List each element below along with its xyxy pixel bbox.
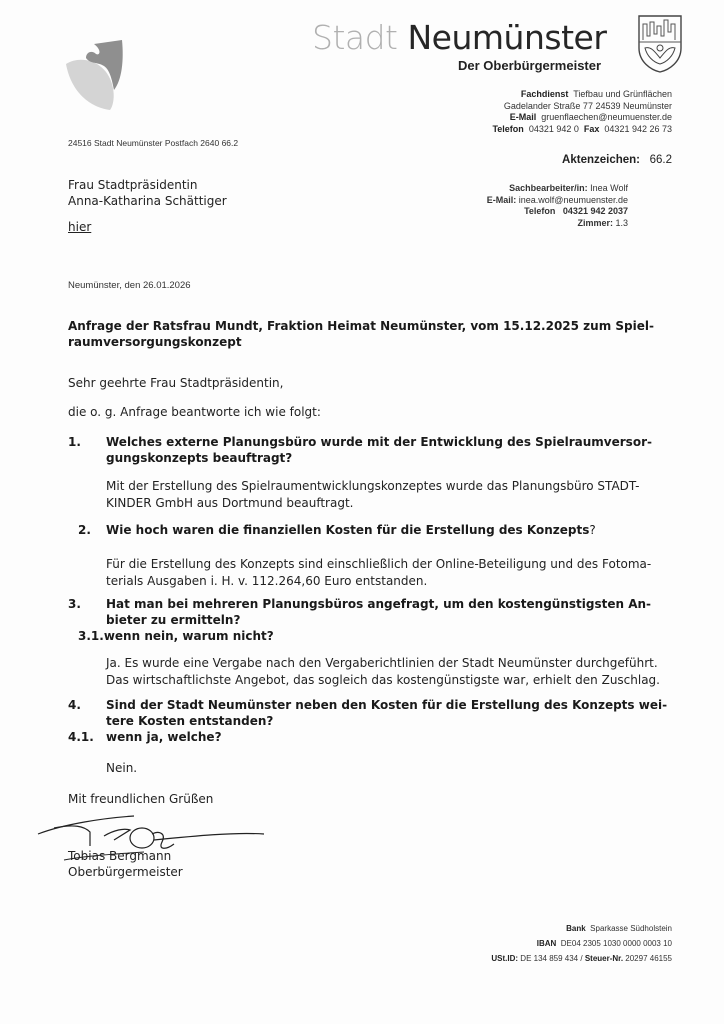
department-email[interactable]: gruenflaechen@neumuenster.de (541, 112, 672, 122)
recipient-name: Anna-Katharina Schättiger (68, 194, 227, 208)
signer-block (68, 848, 183, 880)
clerk-email[interactable]: inea.wolf@neumuenster.de (518, 194, 628, 205)
recipient-title: Frau Stadtpräsidentin (68, 178, 198, 192)
city-logo-icon (64, 40, 134, 112)
question-mark: ? (589, 523, 596, 537)
clerk-email-label: E-Mail: (486, 194, 517, 205)
clerk-name: Inea Wolf (590, 183, 628, 193)
question-text: Sind der Stadt Neumünster neben den Kosten für die Erstellung des Konzepts wei- (106, 698, 668, 712)
iban-value: DE04 2305 1030 0000 0003 10 (560, 939, 672, 948)
room-number: 1.3 (615, 217, 628, 228)
department-fax: 04321 942 26 73 (604, 123, 672, 134)
letterhead-title (312, 18, 606, 57)
signer-name: Tobias Bergmann (68, 849, 172, 863)
question-text: Hat man bei mehreren Planungsbüros angefragt, um den kostengünstigsten An- (106, 597, 652, 611)
coat-of-arms-icon (637, 14, 683, 74)
answer-text: Ja. Es wurde eine Vergabe nach den Vergaberichtlinien der Stadt Neumünster durchgeführt. (106, 656, 658, 670)
question-1 (68, 434, 706, 466)
question-text: bieter zu ermitteln? (106, 613, 241, 627)
salutation: Sehr geehrte Frau Stadtpräsidentin, (68, 376, 284, 390)
ustid-label: USt.ID: (491, 954, 519, 963)
subquestion-number: 4.1. (68, 730, 94, 744)
recipient-address (68, 177, 227, 209)
question-text: Welches externe Planungsbüro wurde mit der Entwicklung des Spielraumversor- (106, 435, 652, 449)
department-info (492, 89, 672, 135)
question-number: 4. (68, 698, 81, 712)
subject-line-2: raumversorgungskonzept (68, 335, 242, 349)
answer-2 (106, 556, 651, 590)
answer-text: KINDER GmbH aus Dortmund beauftragt. (106, 496, 354, 510)
department-address: Gadelander Straße 77 24539 Neumünster (503, 100, 672, 111)
email-label: E-Mail (509, 112, 537, 122)
letter-date: Neumünster, den 26.01.2026 (68, 280, 191, 291)
closing-phrase: Mit freundlichen Grüßen (68, 792, 214, 806)
signer-title: Oberbürgermeister (68, 865, 183, 879)
question-text: gungskonzepts beauftragt? (106, 451, 293, 465)
title-city-name: Neumünster (407, 18, 607, 57)
answer-4 (106, 760, 137, 777)
reference-value: 66.2 (649, 154, 672, 166)
recipient-note: hier (68, 220, 92, 234)
clerk-phone: 04321 942 2037 (562, 206, 628, 216)
question-text: tere Kosten entstanden? (106, 714, 274, 728)
tax-label: Steuer-Nr. (584, 954, 624, 963)
answer-text: Für die Erstellung des Konzepts sind einschließlich der Online-Beteiligung und des Fotoma- (106, 557, 652, 571)
question-4 (68, 697, 706, 745)
answer-text: Das wirtschaftlichste Angebot, das sogleich das kostengünstigste war, erhielt den Zuschlag. (106, 673, 660, 687)
department-phone: 04321 942 0 (528, 123, 579, 134)
phone-label: Telefon (492, 123, 524, 134)
ustid-value: DE 134 859 434 / (520, 954, 583, 963)
fax-label: Fax (583, 123, 600, 134)
clerk-phone-label: Telefon (524, 206, 556, 216)
reference-label: Aktenzeichen: (562, 154, 641, 166)
answer-text: Nein. (106, 761, 138, 775)
question-3 (68, 596, 706, 644)
tax-value: 20297 46155 (625, 954, 672, 963)
question-number: 1. (68, 435, 81, 449)
answer-text: terials Ausgaben i. H. v. 112.264,60 Euro entstanden. (106, 574, 428, 588)
question-number: 2. (78, 523, 91, 537)
bank-details (491, 921, 672, 966)
subquestion-number: 3.1. (78, 629, 104, 643)
bank-label: Bank (566, 924, 586, 933)
question-2 (78, 522, 706, 538)
subject-line-1: Anfrage der Ratsfrau Mundt, Fraktion Heimat Neumünster, vom 15.12.2025 zum Spiel- (68, 319, 654, 333)
letterhead-subtitle: Der Oberbürgermeister (458, 58, 602, 73)
subquestion-text: wenn nein, warum nicht? (103, 629, 274, 643)
department-label: Fachdienst (520, 89, 569, 99)
clerk-contact (487, 183, 628, 229)
department-name: Tiefbau und Grünflächen (573, 89, 672, 99)
reference-number (562, 154, 672, 166)
question-number: 3. (68, 597, 81, 611)
answer-3 (106, 655, 660, 689)
title-stadt: Stadt (312, 18, 398, 57)
sender-return-address: 24516 Stadt Neumünster Postfach 2640 66.2 (68, 138, 239, 148)
answer-1 (106, 478, 639, 512)
bank-name: Sparkasse Südholstein (590, 924, 672, 933)
iban-label: IBAN (536, 939, 557, 948)
question-text: Wie hoch waren die finanziellen Kosten für die Erstellung des Konzepts (106, 523, 590, 537)
room-label: Zimmer: (577, 217, 613, 228)
intro-text: die o. g. Anfrage beantworte ich wie folgt: (68, 405, 321, 419)
letter-subject (68, 318, 668, 350)
subquestion-text: wenn ja, welche? (106, 730, 222, 744)
clerk-label: Sachbearbeiter/in: (509, 183, 588, 193)
answer-text: Mit der Erstellung des Spielraumentwicklungskonzeptes wurde das Planungsbüro STADT- (106, 479, 640, 493)
